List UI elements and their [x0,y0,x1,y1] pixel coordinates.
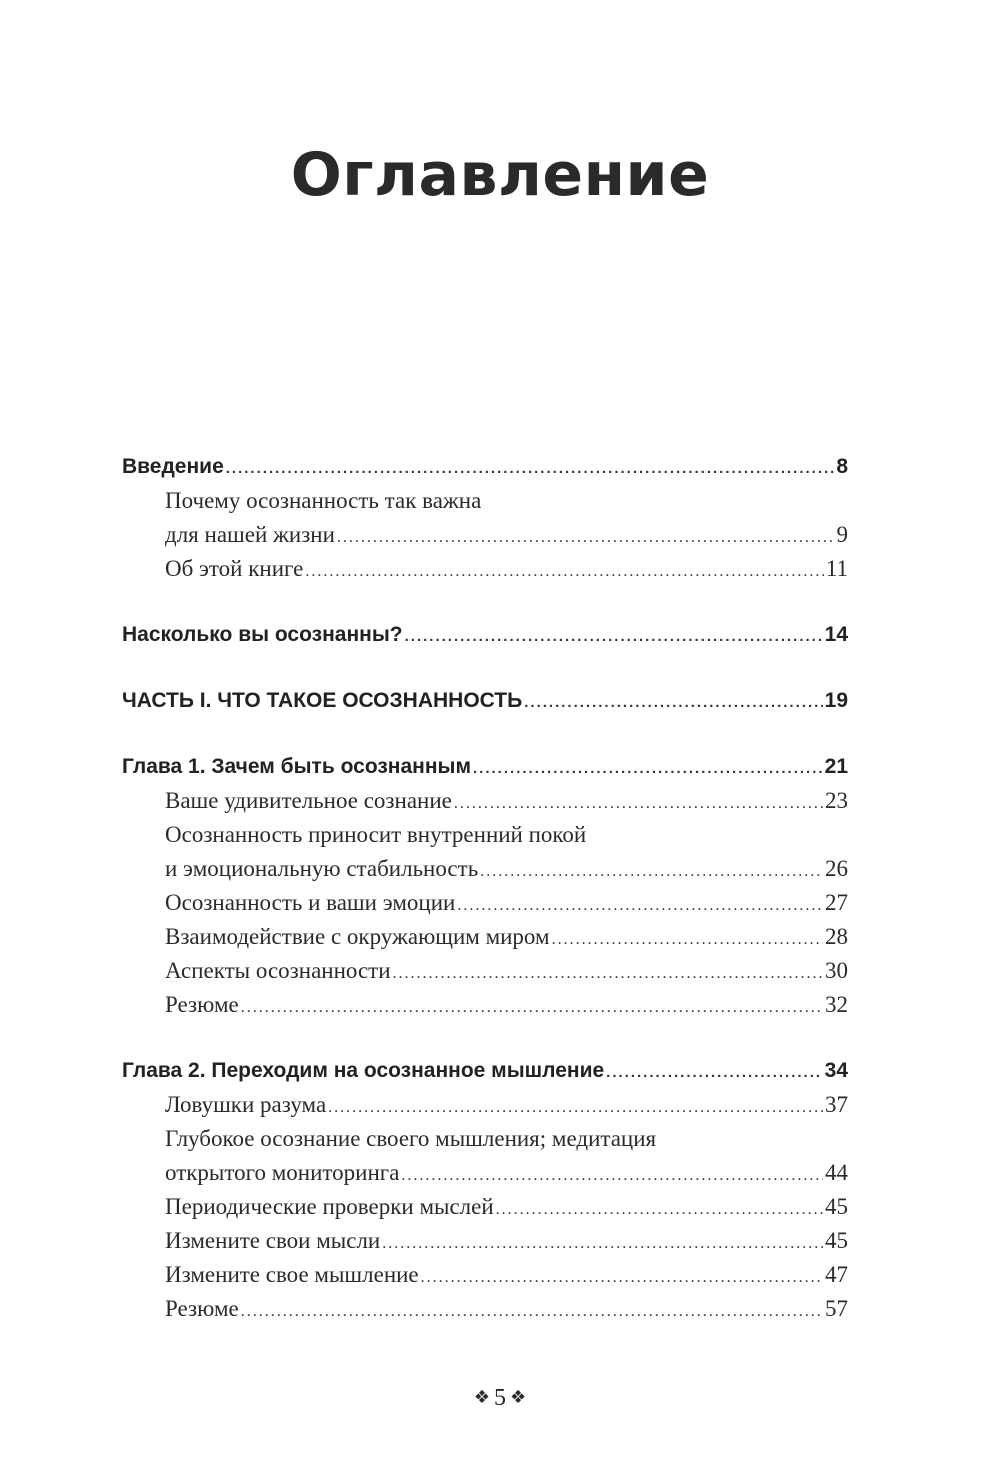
toc-leader-dots [328,1091,823,1125]
toc-entry-page: 45 [825,1194,848,1219]
toc-entry[interactable] [122,1224,848,1258]
toc-leader-dots [480,855,823,889]
toc-entry[interactable] [122,618,848,652]
toc-entry-page: 27 [825,890,848,915]
toc-entry-page: 28 [825,924,848,949]
toc-leader-dots [401,1159,823,1193]
ornament-right-icon: ❖ [510,1387,527,1408]
toc-entry[interactable] [122,852,848,886]
toc-leader-dots [457,889,823,923]
toc-entry[interactable] [122,1088,848,1122]
toc-leader-dots [305,555,823,589]
page-footer [0,1385,1000,1412]
page-number: 5 [494,1385,506,1411]
toc-leader-dots [226,452,835,486]
toc-entry[interactable] [122,784,848,818]
toc-entry[interactable] [122,1054,848,1088]
toc-leader-dots [241,991,823,1025]
toc-entry-label: открытого мониторинга [165,1160,400,1185]
toc-leader-dots [382,1227,823,1261]
toc-entry-label: Осознанность и ваши эмоции [165,890,456,915]
toc-entry[interactable] [122,886,848,920]
toc-entry-label: Глава 1. Зачем быть осознанным [122,755,472,778]
toc-entry-page: 19 [824,689,848,712]
toc-leader-dots [241,1295,823,1329]
toc-entry[interactable] [122,1156,848,1190]
toc-entry-page: 26 [825,856,848,881]
toc-entry-page: 32 [825,992,848,1017]
toc-entry[interactable] [122,1258,848,1292]
toc-leader-dots [496,1193,823,1227]
toc-entry-label: Об этой книге [165,556,304,581]
table-of-contents [122,450,848,1326]
toc-entry-label: для нашей жизни [165,522,335,547]
toc-entry-label: Резюме [165,1296,239,1321]
toc-entry[interactable] [122,988,848,1022]
toc-entry-page: 21 [824,755,848,778]
toc-entry[interactable] [122,552,848,586]
toc-entry-label: Осознанность приносит внутренний покой [165,822,587,847]
toc-entry-label: Почему осознанность так важна [165,488,482,513]
toc-entry-page: 8 [836,455,848,478]
toc-entry-label: Аспекты осознанности [165,958,391,983]
toc-entry-label: Измените свое мышление [165,1262,419,1287]
toc-leader-dots [405,620,823,654]
toc-entry-page: 57 [825,1296,848,1321]
toc-leader-dots [552,923,823,957]
toc-entry-page: 37 [825,1092,848,1117]
toc-entry-page: 47 [825,1262,848,1287]
toc-leader-dots [393,957,823,991]
toc-entry-page: 34 [824,1059,848,1082]
toc-entry-label: Глава 2. Переходим на осознанное мышление [122,1059,605,1082]
toc-entry-label: Введение [122,455,224,478]
toc-leader-dots [524,686,822,720]
toc-entry-label: Ваше удивительное сознание [165,788,452,813]
toc-entry-page: 45 [825,1228,848,1253]
toc-leader-dots [454,787,823,821]
page-title: Оглавление [290,140,710,210]
toc-leader-dots [473,752,823,786]
toc-entry-label: Измените свои мысли [165,1228,381,1253]
toc-entry[interactable] [122,450,848,484]
toc-entry-page: 23 [825,788,848,813]
toc-entry-page: 11 [825,556,848,581]
toc-leader-dots [337,521,835,555]
toc-entry[interactable] [122,1122,848,1156]
ornament-left-icon: ❖ [473,1387,490,1408]
toc-entry-page: 9 [836,522,848,547]
toc-entry-label: и эмоциональную стабильность [165,856,479,881]
toc-entry-page: 14 [824,623,848,646]
toc-entry-page: 44 [825,1160,848,1185]
toc-entry-label: Насколько вы осознанны? [122,623,403,646]
toc-entry[interactable] [122,750,848,784]
toc-leader-dots [421,1261,823,1295]
toc-entry[interactable] [122,1292,848,1326]
toc-entry-label: Глубокое осознание своего мышления; медитация [165,1126,657,1151]
toc-entry-label: Резюме [165,992,239,1017]
toc-entry-label: Взаимодействие с окружающим миром [165,924,550,949]
toc-entry-page: 30 [825,958,848,983]
toc-entry[interactable] [122,684,848,718]
toc-entry-label: Ловушки разума [165,1092,327,1117]
toc-entry[interactable] [122,484,848,518]
toc-entry[interactable] [122,518,848,552]
toc-entry[interactable] [122,1190,848,1224]
toc-entry-label: Периодические проверки мыслей [165,1194,494,1219]
toc-entry-label: ЧАСТЬ I. ЧТО ТАКОЕ ОСОЗНАННОСТЬ [122,689,523,712]
toc-entry[interactable] [122,920,848,954]
toc-leader-dots [606,1056,822,1090]
toc-entry[interactable] [122,818,848,852]
toc-entry[interactable] [122,954,848,988]
